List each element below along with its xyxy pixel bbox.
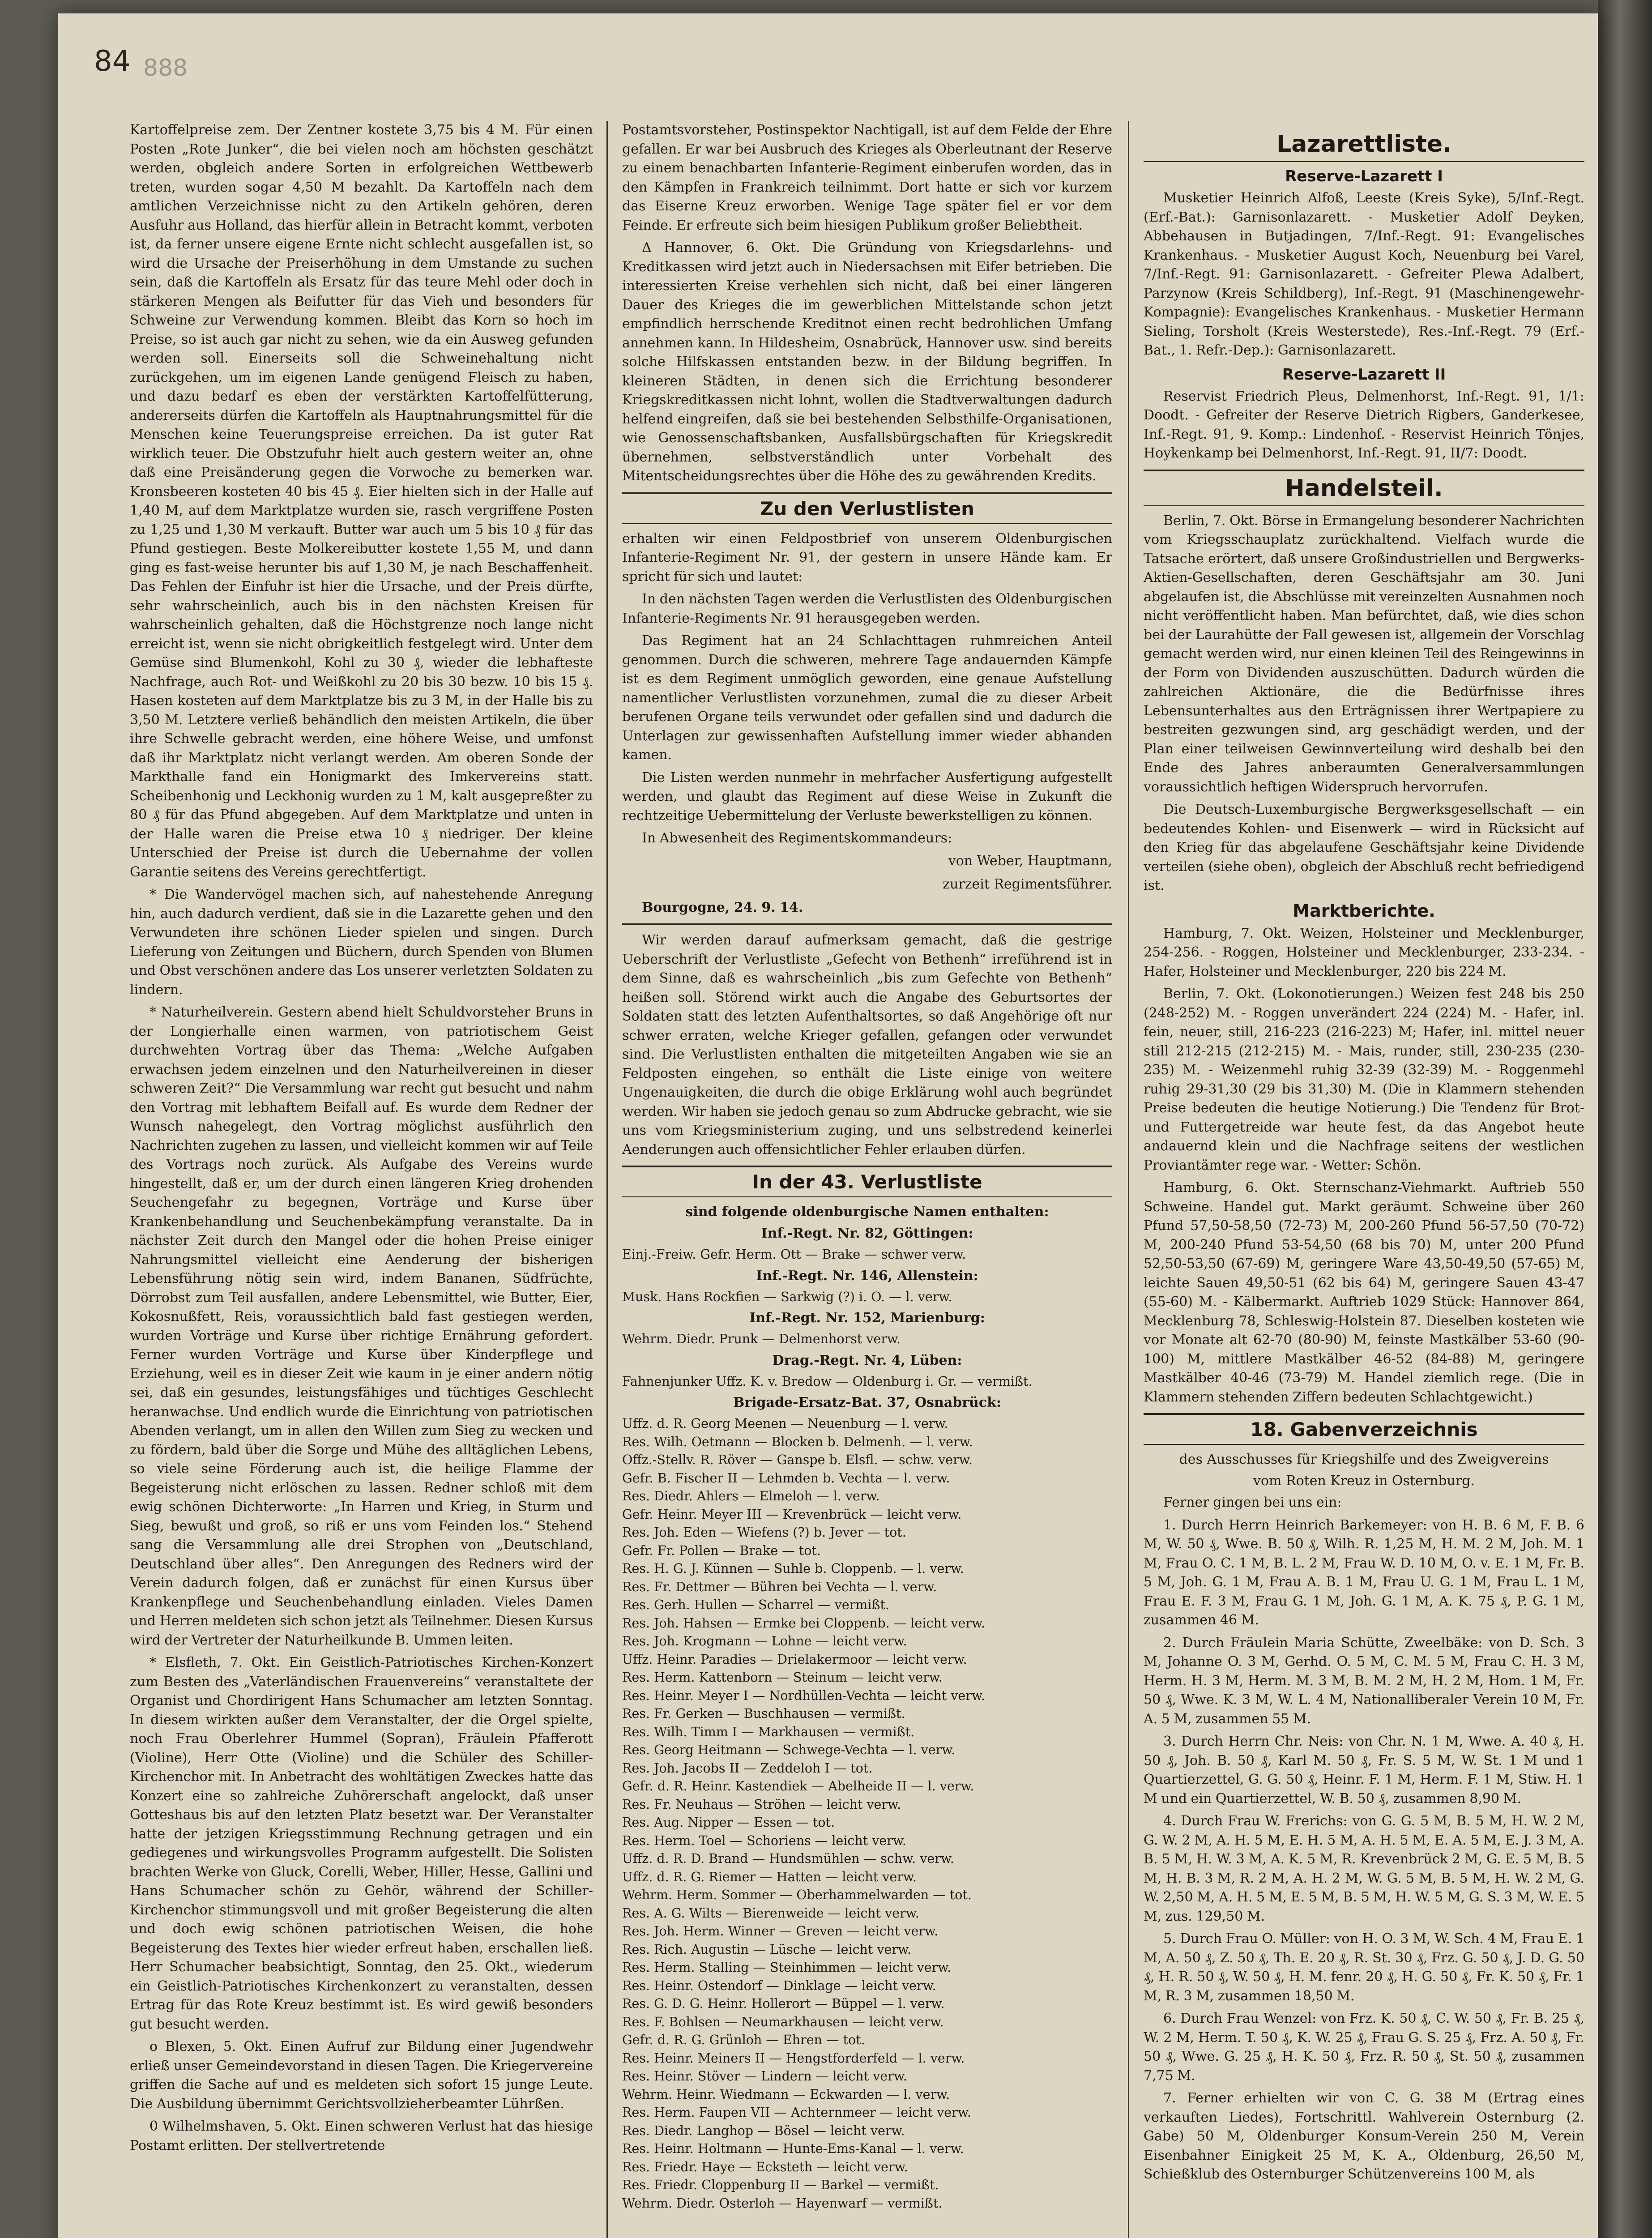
list-item: Res. Diedr. Ahlers — Elmeloh — l. verw.: [622, 1489, 880, 1503]
gaben-entry: 7. Ferner erhielten wir von C. G. 38 M (Ertrag eines verkauften Liedes), Fortschrittl. Wahlverein Osternburg (2. Gabe) 50 M, Oldenburger Konsum-Verein 250 M, Verein Eisenbahner Einigkeit 25 M, K. A., Oldenburg, 26,50 M, Schießklub des Osternburger Schützenvereins 100 M, als: [1144, 2090, 1584, 2182]
heading-lazarettliste: Lazarettliste.: [1144, 127, 1584, 162]
regiment-heading: Inf.-Regt. Nr. 82, Göttingen:: [761, 1226, 973, 1241]
list-item: Res. Joh. Jacobs II — Zeddeloh I — tot.: [622, 1760, 873, 1776]
gaben-entry: 5. Durch Frau O. Müller: von H. O. 3 M, W. Sch. 4 M, Frau E. 1 M, A. 50 ₰, Z. 50 ₰, Th. E. 20 ₰, R. St. 30 ₰, Frz. G. 50 ₰, J. D. G. 50 ₰, H. R. 50 ₰, W. 50 ₰, H. M. fenr. 20 ₰, H. G. 50 ₰, Fr. K. 50 ₰, Fr. 1 M, R. 3 M, zusammen 18,50 M.: [1144, 1931, 1584, 2004]
handel-para: Berlin, 7. Okt. Börse in Ermangelung besonderer Nachrichten vom Kriegsschauplatz zurückhaltend. Vielfach wurde die Tatsache erörtert, daß unsere Großindustriellen und Bergwerks-Aktien-Gesellschaften, deren Geschäftsjahr am 30. Juni abgelaufen ist, die Abschlüsse mit vereinzelten Ausnahmen noch nicht veröffentlicht haben. Man befürchtet, daß, wie dies schon bei der Laurahütte der Fall gewesen ist, allgemein der Vorschlag gemacht werden wird, nur einen kleinen Teil des Reingewinns in der Form von Dividenden auszuschütten. Dadurch würden die zahlreichen Aktionäre, die die Bedürfnisse ihres Lebensunterhaltes aus den Erträgnissen ihrer Wertpapiere zu bestreiten gezwungen sind, arg geschädigt werden, und der Plan einer teilweisen Gewinnverteilung wird deshalb bei den Ende des Jahres anberaumten Generalversammlungen voraussichtlich heftigen Widerspruch hervorrufen.: [1144, 513, 1584, 795]
list-item: Res. Wilh. Timm I — Markhausen — vermißt.: [622, 1724, 915, 1739]
heading-handelsteil: Handelsteil.: [1144, 470, 1584, 506]
gaben-entry: 1. Durch Herrn Heinrich Barkemeyer: von H. B. 6 M, F. B. 6 M, W. 50 ₰, Wwe. B. 50 ₰, Wilh. R. 1,25 M, H. M. 2 M, Joh. M. 1 M, Frau O. C. 1 M, B. L. 2 M, Frau W. D. 10 M, O. v. E. 1 M, Fr. B. 5 M, Joh. G. 1 M, Frau A. B. 1 M, Frau U. G. 1 M, Frau L. 1 M, Frau E. F. 3 M, Frau G. 1 M, Joh. G. 1 M, A. K. 75 ₰, P. G. 1 M, zusammen 46 M.: [1144, 1517, 1584, 1628]
verlust-para: In den nächsten Tagen werden die Verlustlisten des Oldenburgischen Infanterie-Regiments Nr. 91 herausgegeben werden.: [622, 591, 1112, 626]
list-item: Res. Georg Heitmann — Schwege-Vechta — l. verw.: [622, 1743, 956, 1757]
list-item: Res. Herm. Faupen VII — Achternmeer — leicht verw.: [622, 2105, 971, 2120]
article-postamt: Postamtsvorsteher, Postinspektor Nachtigall, ist auf dem Felde der Ehre gefallen. Er war bei Ausbruch des Krieges als Oberleutnant der Reserve zu einem benachbarten Infanterie-Regiment einberufen worden, das in den Kämpfen in Frankreich teilnimmt. Dort hatte er sich vor kurzem das Eiserne Kreuz erworben. Wenige Tage später fiel er vor dem Feinde. Er erfreute sich beim hiesigen Publikum großer Beliebtheit.: [622, 122, 1112, 233]
list-item: Res. Friedr. Haye — Ecksteth — leicht verw.: [622, 2159, 908, 2174]
list-item: Wehrm. Diedr. Prunk — Delmenhorst verw.: [622, 1332, 901, 1346]
verlust-para: erhalten wir einen Feldpostbrief von unserem Oldenburgischen Infanterie-Regiment Nr. 91, der gestern in unsere Hände kam. Er spricht für sich und lautet:: [622, 530, 1112, 585]
verlust-para: In Abwesenheit des Regimentskommandeurs:: [642, 830, 952, 846]
list-item: Res. Heinr. Holtmann — Hunte-Ems-Kanal — l. verw.: [622, 2141, 964, 2156]
article-elsfleth: * Elsfleth, 7. Okt. Ein Geistlich-Patriotisches Kirchen-Konzert zum Besten des „Vaterländischen Frauenvereins“ veranstaltete der Organist und Chordirigent Hans Schumacher am letzten Sonntag. In diesem wirkten außer dem Veranstalter, der die Orgel spielte, noch Frau Oberlehrer Hummel (Sopran), Fräulein Pfafferott (Violine), Herr Otte (Violine) und die Schüler des Schiller-Kirchenchor mit. In Anbetracht des wohltätigen Zweckes hatte das Konzert eine so zahlreiche Zuhörerschaft angelockt, daß unser Gotteshaus bis auf den letzten Platz besetzt war. Der Veranstalter hatte der jetzigen Kriegsstimmung Rechnung getragen und ein gediegenes und wirkungsvolles Programm aufgestellt. Die Solisten brachten Werke von Gluck, Corelli, Weber, Hiller, Hesse, Gallini und Hans Schumacher schön zu Gehör, während der Schiller-Kirchenchor stimmungsvoll und mit großer Begeisterung die alten und doch ewig schönen patriotischen Weisen, die hohe Begeisterung des Textes hier wieder erfreut haben, erschallen ließ. Herr Schumacher beabsichtigt, Sonntag, den 25. Okt., wiederum ein Geistlich-Patriotisches Kirchenkonzert zu veranstalten, dessen Ertrag für das Rote Kreuz bestimmt ist. Es wird gewiß besonders gut besucht werden.: [130, 1655, 593, 2032]
column-2: [622, 121, 1112, 2238]
gaben-intro: Ferner gingen bei uns ein:: [1163, 1495, 1342, 1510]
list-item: Res. Aug. Nipper — Essen — tot.: [622, 1815, 835, 1830]
list-item: Musk. Hans Rockfien — Sarkwig (?) i. O. — l. verw.: [622, 1289, 952, 1304]
gaben-entry: 4. Durch Frau W. Frerichs: von G. G. 5 M, B. 5 M, H. W. 2 M, G. W. 2 M, A. H. 5 M, E. H. 5 M, A. H. 5 M, E. A. 5 M, E. J. 3 M, A. B. 5 M, H. W. 3 M, A. K. 5 M, R. Krevenbrück 2 M, G. E. 5 M, B. 5 M, H. B. 3 M, R. 2 M, A. H. 2 M, W. G. 5 M, B. 5 M, H. W. 2 M, G. W. 2,50 M, A. H. 5 M, E. 5 M, B. 5 M, H. W. 5 M, G. S. 3 M, W. E. 5 M, zus. 129,50 M.: [1144, 1813, 1584, 1924]
column-3: [1144, 121, 1584, 2238]
list-item: Uffz. d. R. Georg Meenen — Neuenburg — l. verw.: [622, 1416, 948, 1431]
markt-para: Berlin, 7. Okt. (Lokonotierungen.) Weizen fest 248 bis 250 (248-252) M. - Roggen unverändert 224 (224) M. - Hafer, inl. fein, neuer, still, 216-223 (216-223) M; Hafer, inl. mittel neuer still 212-215 (212-215) M. - Mais, runder, still, 230-235 (230-235) M. - Weizenmehl ruhig 32-39 (32-39) M. - Roggenmehl ruhig 29-31,30 (29 bis 31,30) M. (Die in Klammern stehenden Preise bedeuten die heutige Notierung.) Die Tendenz für Brot- und Futtergetreide war heute fest, da das Angebot heute andauernd klein und die Nachfrage seitens der westlichen Proviantämter rege war. - Wetter: Schön.: [1144, 986, 1584, 1173]
list-item: Fahnenjunker Uffz. K. v. Bredow — Oldenburg i. Gr. — vermißt.: [622, 1374, 1033, 1389]
faint-stamp-number: 888: [143, 55, 188, 81]
gaben-entry: 2. Durch Fräulein Maria Schütte, Zweelbäke: von D. Sch. 3 M, Johanne O. 3 M, Gerhd. O. 5 M, C. M. 5 M, Frau C. H. 3 M, Herm. H. 3 M, Herm. M. 3 M, B. M. 2 M, H. 2 M, Hom. 1 M, Fr. 50 ₰, Wwe. K. 3 M, W. L. 4 M, Nationalliberaler Verein 10 M, Fr. A. 5 M, zusammen 55 M.: [1144, 1635, 1584, 1727]
list-item: Res. Diedr. Langhop — Bösel — leicht verw.: [622, 2123, 905, 2138]
list-item: Gefr. d. R. G. Grünloh — Ehren — tot.: [622, 2033, 865, 2047]
article-wandervoegel: * Die Wandervögel machen sich, auf nahestehende Anregung hin, auch dadurch verdient, daß sie in die Lazarette gehen und den Verwundeten ihre schönen Lieder spielen und singen. Durch Lieferung von Zeitungen und Büchern, durch Spenden von Blumen und Obst verschönen andere das Los unserer verletzten Soldaten zu lindern.: [130, 887, 593, 998]
list-item: Res. Joh. Herm. Winner — Greven — leicht verw.: [622, 1924, 939, 1939]
list-item: Res. Joh. Krogmann — Lohne — leicht verw.: [622, 1634, 907, 1649]
column-divider: [606, 121, 608, 2238]
list-item: Res. Gerh. Hullen — Scharrel — vermißt.: [622, 1597, 890, 1612]
list-item: Gefr. Fr. Pollen — Brake — tot.: [622, 1543, 821, 1558]
list-item: Gefr. d. R. Heinr. Kastendiek — Abelheide II — l. verw.: [622, 1779, 974, 1794]
regiment-heading: Drag.-Regt. Nr. 4, Lüben:: [772, 1352, 962, 1368]
list-item: Wehrm. Herm. Sommer — Oberhammelwarden — tot.: [622, 1888, 972, 1902]
list-item: Uffz. Heinr. Paradies — Drielakermoor — leicht verw.: [622, 1652, 967, 1667]
list-item: Res. Fr. Dettmer — Bühren bei Vechta — l. verw.: [622, 1579, 937, 1594]
signature-line: zurzeit Regimentsführer.: [943, 876, 1112, 892]
list-item: Res. F. Bohlsen — Neumarkhausen — leicht verw.: [622, 2014, 944, 2029]
article-blexen: o Blexen, 5. Okt. Einen Aufruf zur Bildung einer Jugendwehr erließ unser Gemeindevorstand in diesen Tagen. Die Kriegervereine griffen die Sache auf und es meldeten sich sofort 15 junge Leute. Die Ausbildung übernimmt Gerichtsvollzieherbeamter Lührßen.: [130, 2039, 593, 2112]
article-kartoffelpreise: Kartoffelpreise zem. Der Zentner kostete 3,75 bis 4 M. Für einen Posten „Rote Junker“, die bei vielen noch am höchsten geschätzt werden, obgleich andere Sorten in erfolgreichen Wettbewerb treten, wurden sogar 4,50 M bezahlt. Da Kartoffeln nach dem amtlichen Verzeichnisse nicht zu den Artikeln gehören, deren Ausfuhr aus Holland, das hierfür allein in Betracht kommt, verboten ist, da ferner unsere eigene Ernte nicht schlecht ausgefallen ist, so wird die Ursache der Preiserhöhung in dem Umstande zu suchen sein, daß die Kartoffeln als Ersatz für das teure Mehl oder doch in stärkeren Mengen als Beifutter für das Vieh und besonders für Schweine zur Verwendung kommen. Bleibt das Korn so hoch im Preise, so ist auch gar nicht zu sehen, wie da ein Ausweg gefunden werden soll. Einerseits soll die Schweinehaltung nicht zurückgehen, um im eigenen Lande genügend Fleisch zu haben, und dazu bedarf es eben der verstärkten Kartoffelfütterung, andererseits dürfen die Kartoffeln als Hauptnahrungsmittel für die Menschen keine Teuerungspreise erreichen. Da ist guter Rat wirklich teuer. Die Obstzufuhr hielt auch gestern weiter an, ohne daß eine Preisänderung gegen die Vorwoche zu bemerken war. Kronsbeeren kosteten 40 bis 45 ₰. Eier hielten sich in der Halle auf 1,40 M, auf dem Marktplatze wurden sie, rasch vergriffene Posten zu 1,25 und 1,30 M verkauft. Butter war auch um 5 bis 10 ₰ für das Pfund gestiegen. Beste Molkereibutter kostete 1,55 M, und dann ging es fast-weise herunter bis auf 1,30 M, je nach Beschaffenheit. Das Fehlen der Einfuhr ist hier die Ursache, und der Preis dürfte, sehr wahrscheinlich, auch bis in den nächsten Kreisen für wahrscheinlich gehalten, daß die Höchstgrenze noch lange nicht erreicht ist, wenn sie nicht obrigkeitlich festgelegt wird. Unter dem Gemüse sind Blumenkohl, Kohl zu 30 ₰, wieder die lebhafteste Nachfrage, auch Rot- und Weißkohl zu 20 bis 30 bezw. 10 bis 15 ₰. Hasen kosteten auf dem Marktplatze bis zu 3 M, in der Halle bis zu 3,50 M. Letztere verließ behändlich den meisten Artikeln, die über ihre Schwelle gebracht werden, eine höhere Weise, und umfonst daß ihr Marktplatz nicht verlangt werden. Am oberen Sonde der Markthalle fand ein Honigmarkt des Imkervereins statt. Scheibenhonig und Leckhonig wurden zu 1 M, kalt ausgepreßter zu 80 ₰ für das Pfund abgegeben. Auf dem Marktplatze und unten in der Halle waren die Preise etwa 10 ₰ niedriger. Der kleine Unterschied der Preise ist durch die Uebernahme der vollen Garantie seitens des Vereins gerechtfertigt.: [130, 122, 593, 880]
regiment-heading: Brigade-Ersatz-Bat. 37, Osnabrück:: [733, 1395, 1001, 1410]
newspaper-page: [58, 13, 1598, 2238]
list-item: Gefr. B. Fischer II — Lehmden b. Vechta — l. verw.: [622, 1470, 950, 1486]
regiment-heading: Inf.-Regt. Nr. 146, Allenstein:: [756, 1268, 978, 1284]
verlust-para: Das Regiment hat an 24 Schlachttagen ruhmreichen Anteil genommen. Durch die schweren, mehrere Tage andauernden Kämpfe ist es dem Regiment unmöglich geworden, eine genaue Aufstellung namentlicher Verlustlisten vorzunehmen, zumal die zu dieser Arbeit berufenen Organe teils verwundet oder gefallen sind und dadurch die Unterlagen zur gewissenhaften Aufstellung immer wieder abhanden kamen.: [622, 633, 1112, 763]
list-subtitle: sind folgende oldenburgische Namen enthalten:: [685, 1204, 1049, 1220]
casualty-list: [622, 1224, 1112, 2212]
column-1: [130, 121, 593, 2238]
gaben-entry: 6. Durch Frau Wenzel: von Frz. K. 50 ₰, C. W. 50 ₰, Fr. B. 25 ₰, W. 2 M, Herm. T. 50 ₰, K. W. 25 ₰, Frau G. S. 25 ₰, Frz. A. 50 ₰, Fr. 50 ₰, Wwe. G. 25 ₰, H. K. 50 ₰, Frz. R. 50 ₰, St. 50 ₰, zusammen 7,75 M.: [1144, 2011, 1584, 2084]
list-item: Res. Herm. Kattenborn — Steinum — leicht verw.: [622, 1670, 943, 1685]
list-item: Res. Heinr. Ostendorf — Dinklage — leicht verw.: [622, 1978, 936, 1993]
list-item: Res. Heinr. Meiners II — Hengstforderfeld — l. verw.: [622, 2050, 965, 2066]
list-item: Res. Friedr. Cloppenburg II — Barkel — vermißt.: [622, 2178, 939, 2192]
list-item: Res. Heinr. Meyer I — Nordhüllen-Vechta — leicht verw.: [622, 1688, 985, 1703]
markt-para: Hamburg, 7. Okt. Weizen, Holsteiner und Mecklenburger, 254-256. - Roggen, Holsteiner und Mecklenburger, 233-234. - Hafer, Holsteiner und Mecklenburger, 220 bis 224 M.: [1144, 925, 1584, 979]
list-item: Einj.-Freiw. Gefr. Herm. Ott — Brake — schwer verw.: [622, 1247, 966, 1262]
list-item: Offz.-Stellv. R. Röver — Ganspe b. Elsfl. — schw. verw.: [622, 1452, 973, 1467]
list-item: Res. Herm. Stalling — Steinhimmen — leicht verw.: [622, 1960, 952, 1975]
list-item: Res. Fr. Neuhaus — Ströhen — leicht verw.: [622, 1797, 901, 1812]
article-hannover: Δ Hannover, 6. Okt. Die Gründung von Kriegsdarlehns- und Kreditkassen wird jetzt auch in Niedersachsen mit Eifer betrieben. Die interessierten Kreise verhehlen sich nicht, daß bei einer längeren Dauer des Krieges die im gewerblichen Mittelstande schon jetzt empfindlich herrschende Kreditnot einen recht bedrohlichen Umfang annehmen kann. In Hildesheim, Osnabrück, Hannover usw. sind bereits solche Hilfskassen entstanden bezw. in der Bildung begriffen. In kleineren Städten, in denen sich die Errichtung besonderer Kriegskreditkassen nicht lohnt, wollen die Stadtverwaltungen dadurch helfend eingreifen, daß sie bei bestehenden Selbsthilfe-Organisationen, wie Genossenschaftsbanken, Ausfallsbürgschaften für Kriegskredit übernehmen, selbstverständlich unter Vorbehalt des Mitentscheidungsrechtes über die Höhe des zu gewährenden Kredits.: [622, 240, 1112, 484]
heading-verlustlisten: Zu den Verlustlisten: [622, 492, 1112, 524]
list-item: Res. Herm. Toel — Schoriens — leicht verw.: [622, 1833, 906, 1848]
lazarett-entries: Musketier Heinrich Alfoß, Leeste (Kreis Syke), 5/Inf.-Regt. (Erf.-Bat.): Garnisonlazarett. - Musketier Adolf Deyken, Abbehausen in Butjadingen, 7/Inf.-Regt. 91: Evangelisches Krankenhaus. - Musketier August Koch, Neuenburg bei Varel, 7/Inf.-Regt. 91: Garnisonlazarett. - Gefreiter Plewa Adalbert, Parzynow (Kreis Schildberg), Inf.-Regt. 91 (Maschinengewehr-Kompagnie): Evangelisches Krankenhaus. - Musketier Hermann Sieling, Torsholt (Kreis Westerstede), Res.-Inf.-Regt. 79 (Erf.-Bat., 1. Refr.-Dep.): Garnisonlazarett.: [1144, 190, 1584, 358]
list-item: Wehrm. Heinr. Wiedmann — Eckwarden — l. verw.: [622, 2087, 950, 2102]
list-item: Gefr. Heinr. Meyer III — Krevenbrück — leicht verw.: [622, 1507, 962, 1522]
page-number: 84: [94, 45, 131, 78]
gaben-entry: 3. Durch Herrn Chr. Neis: von Chr. N. 1 M, Wwe. A. 40 ₰, H. 50 ₰, Joh. B. 50 ₰, Karl M. 50 ₰, Fr. S. 5 M, W. St. 1 M und 1 Quartierzettel, G. G. 50 ₰, Heinr. F. 1 M, Herm. F. 1 M, Stiw. H. 1 M und ein Quartierzettel, W. B. 50 ₰, zusammen 8,90 M.: [1144, 1734, 1584, 1807]
list-item: Uffz. d. R. G. Riemer — Hatten — leicht verw.: [622, 1869, 917, 1884]
signature-line: von Weber, Hauptmann,: [948, 853, 1112, 869]
heading-marktberichte: Marktberichte.: [1293, 901, 1435, 921]
verlust-para: Die Listen werden nunmehr in mehrfacher Ausfertigung aufgestellt werden, und glaubt das Regiment auf diese Weise in Zukunft die rechtzeitige Uebermittelung der Verluste bewerkstelligen zu können.: [622, 769, 1112, 824]
regiment-heading: Inf.-Regt. Nr. 152, Marienburg:: [749, 1310, 985, 1326]
list-item: Res. Joh. Eden — Wiefens (?) b. Jever — tot.: [622, 1525, 906, 1540]
subheading-reserve-lazarett-1: Reserve-Lazarett I: [1285, 167, 1443, 185]
list-item: Res. G. D. G. Heinr. Hollerort — Büppel — l. verw.: [622, 1996, 945, 2011]
separator: [622, 923, 1112, 925]
list-item: Res. Fr. Gerken — Buschhausen — vermißt.: [622, 1706, 905, 1721]
dateline: Bourgogne, 24. 9. 14.: [642, 899, 803, 915]
gaben-subtitle: des Ausschusses für Kriegshilfe und des Zweigvereins: [1179, 1452, 1549, 1467]
handel-para: Die Deutsch-Luxemburgische Bergwerksgesellschaft — ein bedeutendes Kohlen- und Eisenwerk — wird in Rücksicht auf den Krieg für das abgelaufene Geschäftsjahr keine Dividende verteilen (siehe oben), obgleich der Abschluß recht befriedigend ist.: [1144, 802, 1584, 893]
article-wilhelmshaven: 0 Wilhelmshaven, 5. Okt. Einen schweren Verlust hat das hiesige Postamt erlitten. Der stellvertretende: [130, 2118, 593, 2153]
lazarett-entries: Reservist Friedrich Pleus, Delmenhorst, Inf.-Regt. 91, 1/1: Doodt. - Gefreiter der Reserve Dietrich Rigbers, Ganderkesee, Inf.-Regt. 91, 9. Komp.: Lindenhof. - Reservist Heinrich Tönjes, Hoykenkamp bei Delmenhorst, Inf.-Regt. 91, II/7: Doodt.: [1144, 388, 1584, 461]
heading-gabenverzeichnis: 18. Gabenverzeichnis: [1144, 1413, 1584, 1445]
heading-43-verlustliste: In der 43. Verlustliste: [622, 1166, 1112, 1197]
list-item: Uffz. d. R. D. Brand — Hundsmühlen — schw. verw.: [622, 1851, 954, 1866]
article-naturheilverein: * Naturheilverein. Gestern abend hielt Schuldvorsteher Bruns in der Longierhalle einen warmen, von patriotischem Geist durchwehten Vortrag über das Thema: „Welche Aufgaben erwachsen jedem einzelnen und den Naturheilvereinen in dieser schweren Zeit?“ Die Versammlung war recht gut besucht und nahm den Vortrag mit lebhaftem Beifall auf. Es wurde dem Redner der Wunsch nahegelegt, den Vortrag möglichst ausführlich den Nachrichten zugehen zu lassen, und vielleicht kommen wir auf Teile des Vortrags noch zurück. Als Aufgabe des Vereins wurde hingestellt, daß er, um der durch einen längeren Krieg drohenden Seuchengefahr zu begegnen, Vorträge und Kurse über Krankenbehandlung und Seuchenbekämpfung veranstalte. Da in nächster Zeit durch den Mangel oder die hohen Preise einiger Nahrungsmittel vielleicht eine Aenderung der bisherigen Lebensführung nötig sein wird, indem Bananen, Südfrüchte, Dörrobst zum Teil ausfallen, andere Lebensmittel, wie Butter, Eier, Kokosnußfett, Reis, voraussichtlich bald fast gestiegen werden, wurden Vorträge und Kurse über richtige Ernährung gefordert. Ferner wurden Vorträge und Kurse über Kinderpflege und Erziehung, weil es in dieser Zeit wie kaum in je einer andern nötig sei, daß ein gesundes, leistungsfähiges und tüchtiges Geschlecht heranwachse. Und endlich wurde die Einrichtung von patriotischen Abenden verlangt, um in allen den Willen zum Sieg zu wecken und zu fördern, bald über die Sorge und Mühe des alltäglichen Lebens, so viele seine Förderung auch ist, die heilige Flamme der Begeisterung nicht erlöschen zu lassen. Redner schloß mit dem ewig schönen Dichterworte: „In Harren und Krieg, in Sturm und Sieg, bewußt und groß, so riß er uns vom Feinden los.“ Stehend sang die Versammlung alle drei Strophen von „Deutschland, Deutschland über alles“. Den Anregungen des Redners wird der Verein dadurch folgen, daß er zunächst für einen Kursus über Krankenpflege und Seuchenbehandlung einladen. Vieles Damen und Herren meldeten sich schon jetzt als Teilnehmer. Diesen Kursus wird der Vertreter der Naturheilkunde B. Ummen leiten.: [130, 1004, 593, 1648]
markt-para: Hamburg, 6. Okt. Sternschanz-Viehmarkt. Auftrieb 550 Schweine. Handel gut. Markt geräumt. Schweine über 260 Pfund 57,50-58,50 (72-73) M, 200-260 Pfund 56-57,50 (70-72) M, 200-240 Pfund 53-54,50 (68 bis 70) M, unter 200 Pfund 52,50-53,50 (67-69) M, geringere Ware 43,50-49,50 (57-65) M, leichte Sauen 49,50-51 (62 bis 64) M, geringere Sauen 43-47 (55-60) M. - Kälbermarkt. Auftrieb 1029 Stück: Hannover 864, Mecklenburg 78, Schleswig-Holstein 87. Dieselben kosteten wie vor Monate alt 62-70 (80-90) M, feinste Mastkälber 53-60 (90-100) M, mittlere Mastkälber 46-52 (84-88) M, geringere Mastkälber 40-46 (73-79) M. Handel ziemlich rege. (Die in Klammern stehenden Ziffern bedeuten Schlachtgewicht.): [1144, 1180, 1584, 1405]
list-item: Wehrm. Diedr. Osterloh — Hayenwarf — vermißt.: [622, 2195, 943, 2211]
subheading-reserve-lazarett-2: Reserve-Lazarett II: [1282, 365, 1446, 384]
column-divider: [1128, 121, 1129, 2238]
list-item: Res. Rich. Augustin — Lüsche — leicht verw.: [622, 1942, 912, 1957]
list-item: Res. Heinr. Stöver — Lindern — leicht verw.: [622, 2069, 907, 2084]
list-item: Res. A. G. Wilts — Bierenweide — leicht verw.: [622, 1905, 919, 1921]
editorial-note: Wir werden darauf aufmerksam gemacht, daß die gestrige Ueberschrift der Verlustliste „Gefecht von Bethenh“ irreführend ist in dem Sinne, daß es wahrscheinlich „bis zum Gefechte von Bethenh“ heißen soll. Störend wirkt auch die Angabe des Geburtsortes der Soldaten statt des letzten Aufenthaltsortes, so daß Angehörige oft nur schwer erraten, welche Krieger gefallen, gefangen oder verwundet sind. Die Verlustlisten enthalten die mitgeteilten Angaben wie sie an Feldposten eingehen, so enthält die Liste einige von weitere Ungenauigkeiten, die durch die obige Erklärung wohl auch begründet werden. Wir haben sie jedoch genau so zum Abdrucke gebracht, wie sie uns vom Kriegsministerium zuging, und uns selbstredend keinerlei Aenderungen auch offensichtlicher Fehler erlauben dürfen.: [622, 932, 1112, 1157]
binding-edge: [1598, 0, 1652, 2238]
list-item: Res. Wilh. Oetmann — Blocken b. Delmenh. — l. verw.: [622, 1434, 973, 1449]
gaben-subtitle: vom Roten Kreuz in Osternburg.: [1253, 1473, 1475, 1489]
list-item: Res. H. G. J. Künnen — Suhle b. Cloppenb. — l. verw.: [622, 1561, 965, 1576]
list-item: Res. Joh. Hahsen — Ermke bei Cloppenb. — leicht verw.: [622, 1615, 986, 1631]
